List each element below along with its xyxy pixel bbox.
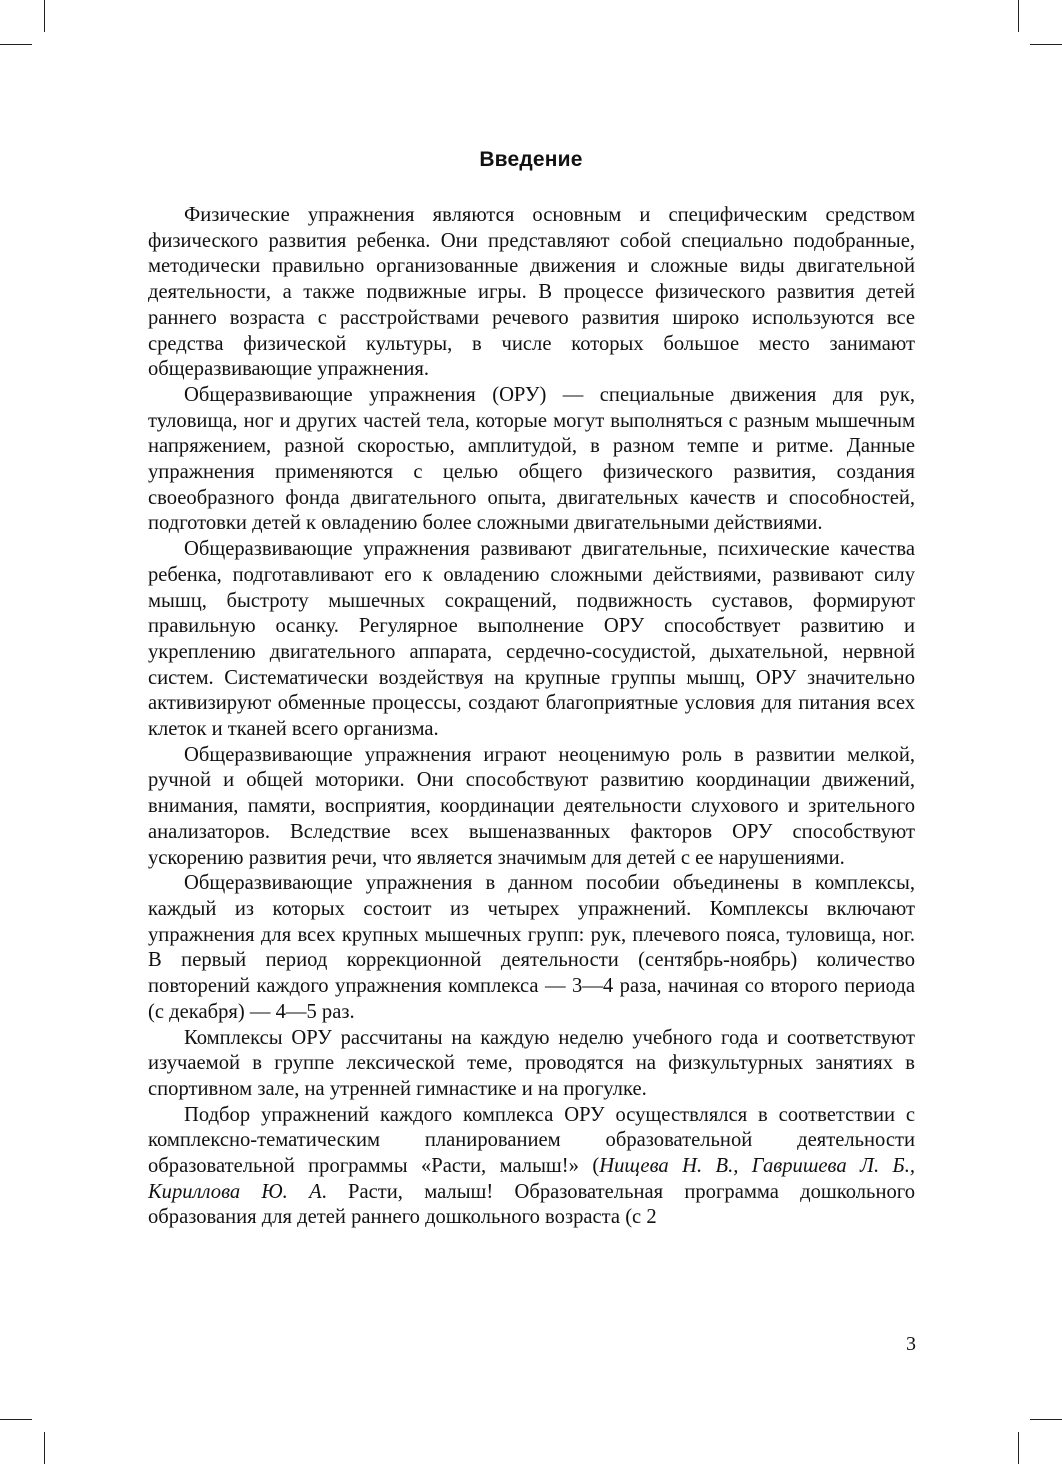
page-number: 3 [906, 1333, 916, 1355]
crop-mark [1018, 0, 1019, 32]
paragraph: Физические упражнения являются основным и специфическим средством физического развития ребенка. Они представляют собой специально подобранные, методически правильно организованные движения и сложные виды двигательной деятельности, а также подвижные игры. В процессе физического развития детей раннего возраста с расстройствами речевого развития широко используются все средства физической культуры, в числе которых большое место занимают общеразвивающие упражнения. [148, 204, 915, 381]
paragraph: Общеразвивающие упражнения играют неоценимую роль в развитии мелкой, ручной и общей моторики. Они способствуют развитию координации движений, внимания, памяти, восприятия, координации деятельности слухового и зрительного анализаторов. Вследствие всех вышеназванных факторов ОРУ способствуют ускорению развития речи, что является значимым для детей с ее нарушениями. [148, 743, 915, 869]
crop-mark [1018, 1432, 1019, 1464]
paragraph: Общеразвивающие упражнения (ОРУ) — специальные движения для рук, туловища, ног и других частей тела, которые могут выполняться с разным мышечным напряжением, разной скоростью, амплитудой, в разном темпе и ритме. Данные упражнения применяются с целью общего физического развития, создания своеобразного фонда двигательного опыта, двигательных качеств и способностей, подготовки детей к овладению более сложными двигательными действиями. [148, 383, 915, 535]
crop-mark [0, 1419, 32, 1420]
paragraph: Общеразвивающие упражнения в данном пособии объединены в комплексы, каждый из которых состоит из четырех упражнений. Комплексы включают упражнения для всех крупных мышечных групп: рук, плечевого пояса, туловища, ног. В первый период коррекционной деятельности (сентябрь-ноябрь) количество повторений каждого упражнения комплекса — 3—4 раза, начиная со второго периода (с декабря) — 4—5 раз. [148, 872, 915, 1023]
paragraph-last [148, 1103, 915, 1232]
authors-italic: Нищева Н. В., Гавришева Л. Б., Кириллова Ю. А [148, 1155, 915, 1203]
crop-mark [1030, 44, 1062, 45]
paragraph-text: Подбор упражнений каждого комплекса ОРУ осуществлялся в соответствии с комплексно-тематическим планированием образовательной деятельности образовательной программы «Расти, малыш!» ( [148, 1103, 915, 1178]
crop-mark [44, 1432, 45, 1464]
paragraph: Комплексы ОРУ рассчитаны на каждую неделю учебного года и соответствуют изучаемой в группе лексической теме, проводятся на физкультурных занятиях в спортивном зале, на утренней гимнастике и на прогулке. [148, 1026, 915, 1100]
crop-mark [44, 0, 45, 32]
paragraph-text: . Расти, малыш! Образовательная программа дошкольного образования для детей раннего дошкольного возраста (с 2 [148, 1180, 915, 1229]
crop-mark [1030, 1419, 1062, 1420]
page-title: Введение [479, 148, 583, 171]
crop-mark [0, 44, 32, 45]
paragraph: Общеразвивающие упражнения развивают двигательные, психические качества ребенка, подготавливают его к овладению сложными действиями, развивают силу мышц, быстроту мышечных сокращений, подвижность суставов, формируют правильную осанку. Регулярное выполнение ОРУ способствует развитию и укреплению двигательного аппарата, сердечно-сосудистой, дыхательной, нервной систем. Систематически воздействуя на крупные группы мышц, ОРУ значительно активизируют обменные процессы, создают благоприятные условия для питания всех клеток и тканей всего организма. [148, 538, 915, 741]
body-text [148, 203, 915, 1231]
